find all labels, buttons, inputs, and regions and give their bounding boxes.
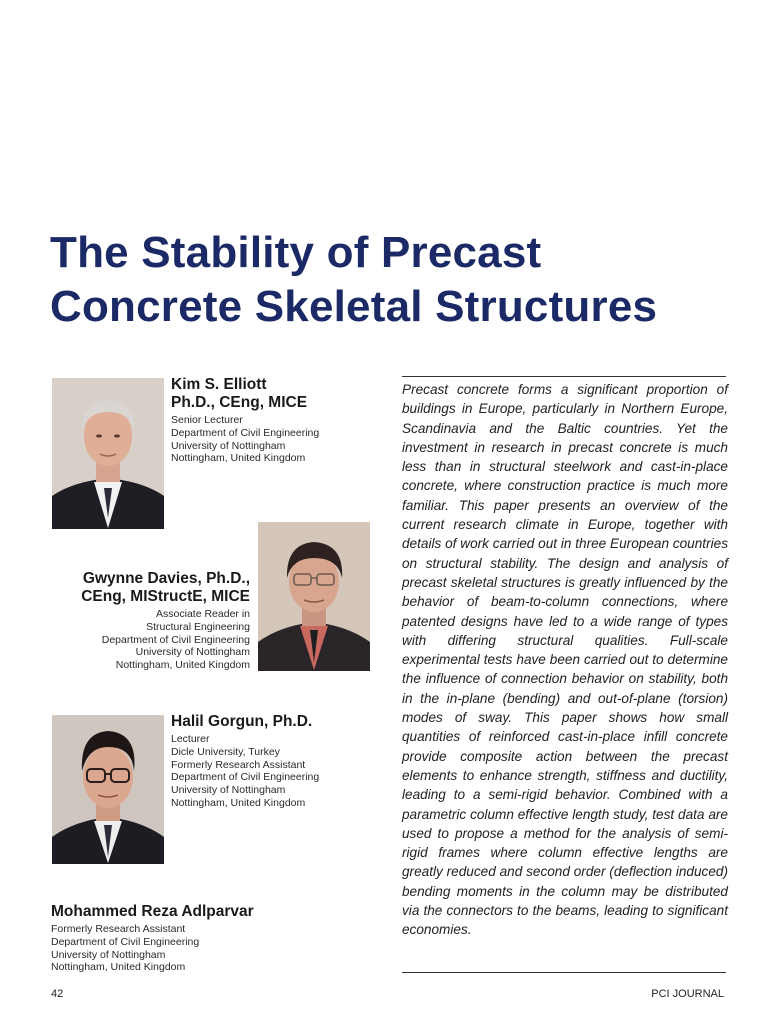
abstract-top-rule bbox=[402, 376, 726, 377]
author-affiliation bbox=[171, 414, 319, 465]
affiliation-line: Associate Reader in bbox=[156, 608, 250, 620]
affiliation-line: Formerly Research Assistant bbox=[171, 758, 306, 771]
affiliation-line: Nottingham, United Kingdom bbox=[51, 961, 186, 974]
author-photo-elliott-image bbox=[52, 378, 164, 529]
journal-name: PCI JOURNAL bbox=[651, 988, 724, 1000]
affiliation-line: University of Nottingham bbox=[135, 646, 250, 659]
author-name-line: Halil Gorgun, Ph.D. bbox=[171, 713, 313, 730]
page-number: 42 bbox=[51, 988, 64, 1000]
affiliation-line: Department of Civil Engineering bbox=[51, 935, 200, 948]
affiliation-line: University of Nottingham bbox=[171, 784, 286, 797]
author-photo-davies-image bbox=[258, 522, 370, 671]
author-photo-gorgun-image bbox=[52, 715, 164, 864]
author-name bbox=[171, 713, 319, 731]
affiliation-line: Nottingham, United Kingdom bbox=[171, 796, 306, 809]
author-elliott bbox=[171, 376, 319, 465]
affiliation-line: Department of Civil Engineering bbox=[171, 426, 320, 439]
author-name bbox=[171, 376, 319, 412]
author-name bbox=[60, 570, 250, 606]
author-affiliation bbox=[51, 923, 254, 974]
affiliation-line: Nottingham, United Kingdom bbox=[171, 452, 306, 465]
author-photo-gorgun bbox=[52, 715, 164, 864]
affiliation-line: Senior Lecturer bbox=[171, 414, 243, 426]
article-title-line-1: The Stability of Precast bbox=[50, 228, 542, 277]
abstract-text: Precast concrete forms a significant proportion of buildings in Europe, particularly in Northern Europe, Scandinavia and the Baltic countries. Yet the investment in research in precast concrete is much less than in structural steelwork and cast-in-place concrete, where construction practice is much more familiar. This paper presents an overview of the current research climate in Europe, together with details of work carried out in three European countries on structural stability. The design and analysis of precast skeletal structures is greatly influenced by the behavior of beam-to-column connections, where patented designs have led to a wide range of types with differing structural qualities. Full-scale experimental tests have been carried out to determine the influence of connection behavior on stability, both in the in-plane (bending) and out-of-plane (torsion) modes of sway. This paper shows how small quantities of reinforced cast-in-place infill concrete provide composite action between the precast elements to enhance strength, stiffness and ductility, leading to a semi-rigid behavior. Combined with a parametric column effective length study, test data are used to propose a method for the analysis of semi-rigid frames where column effective lengths are greatly reduced and second order (deflection induced) bending moments in the column may be distributed via the connectors to the beams, leading to significant economies. bbox=[402, 382, 728, 938]
author-name-line: Mohammed Reza Adlparvar bbox=[51, 903, 254, 920]
article-title bbox=[50, 226, 740, 334]
author-name-line: Kim S. Elliott bbox=[171, 376, 267, 393]
affiliation-line: Structural Engineering bbox=[146, 620, 250, 633]
article-title-line-2: Concrete Skeletal Structures bbox=[50, 282, 658, 331]
affiliation-line: Department of Civil Engineering bbox=[101, 633, 250, 646]
author-name-line: CEng, MIStructE, MICE bbox=[81, 588, 250, 605]
author-photo-davies bbox=[258, 522, 370, 671]
author-affiliation bbox=[60, 608, 250, 672]
author-name-line: Gwynne Davies, Ph.D., bbox=[82, 570, 250, 587]
affiliation-line: Formerly Research Assistant bbox=[51, 923, 186, 935]
author-davies bbox=[60, 570, 250, 672]
abstract-bottom-rule bbox=[402, 972, 726, 973]
affiliation-line: Nottingham, United Kingdom bbox=[115, 659, 250, 672]
affiliation-line: University of Nottingham bbox=[51, 948, 166, 961]
author-affiliation bbox=[171, 733, 319, 810]
affiliation-line: Department of Civil Engineering bbox=[171, 771, 320, 784]
author-photo-elliott bbox=[52, 378, 164, 529]
author-adlparvar bbox=[51, 903, 254, 974]
affiliation-line: University of Nottingham bbox=[171, 439, 286, 452]
affiliation-line: Lecturer bbox=[171, 733, 210, 745]
author-name-line: Ph.D., CEng, MICE bbox=[171, 394, 308, 411]
author-name bbox=[51, 903, 254, 921]
author-gorgun bbox=[171, 713, 319, 810]
affiliation-line: Dicle University, Turkey bbox=[171, 745, 280, 758]
